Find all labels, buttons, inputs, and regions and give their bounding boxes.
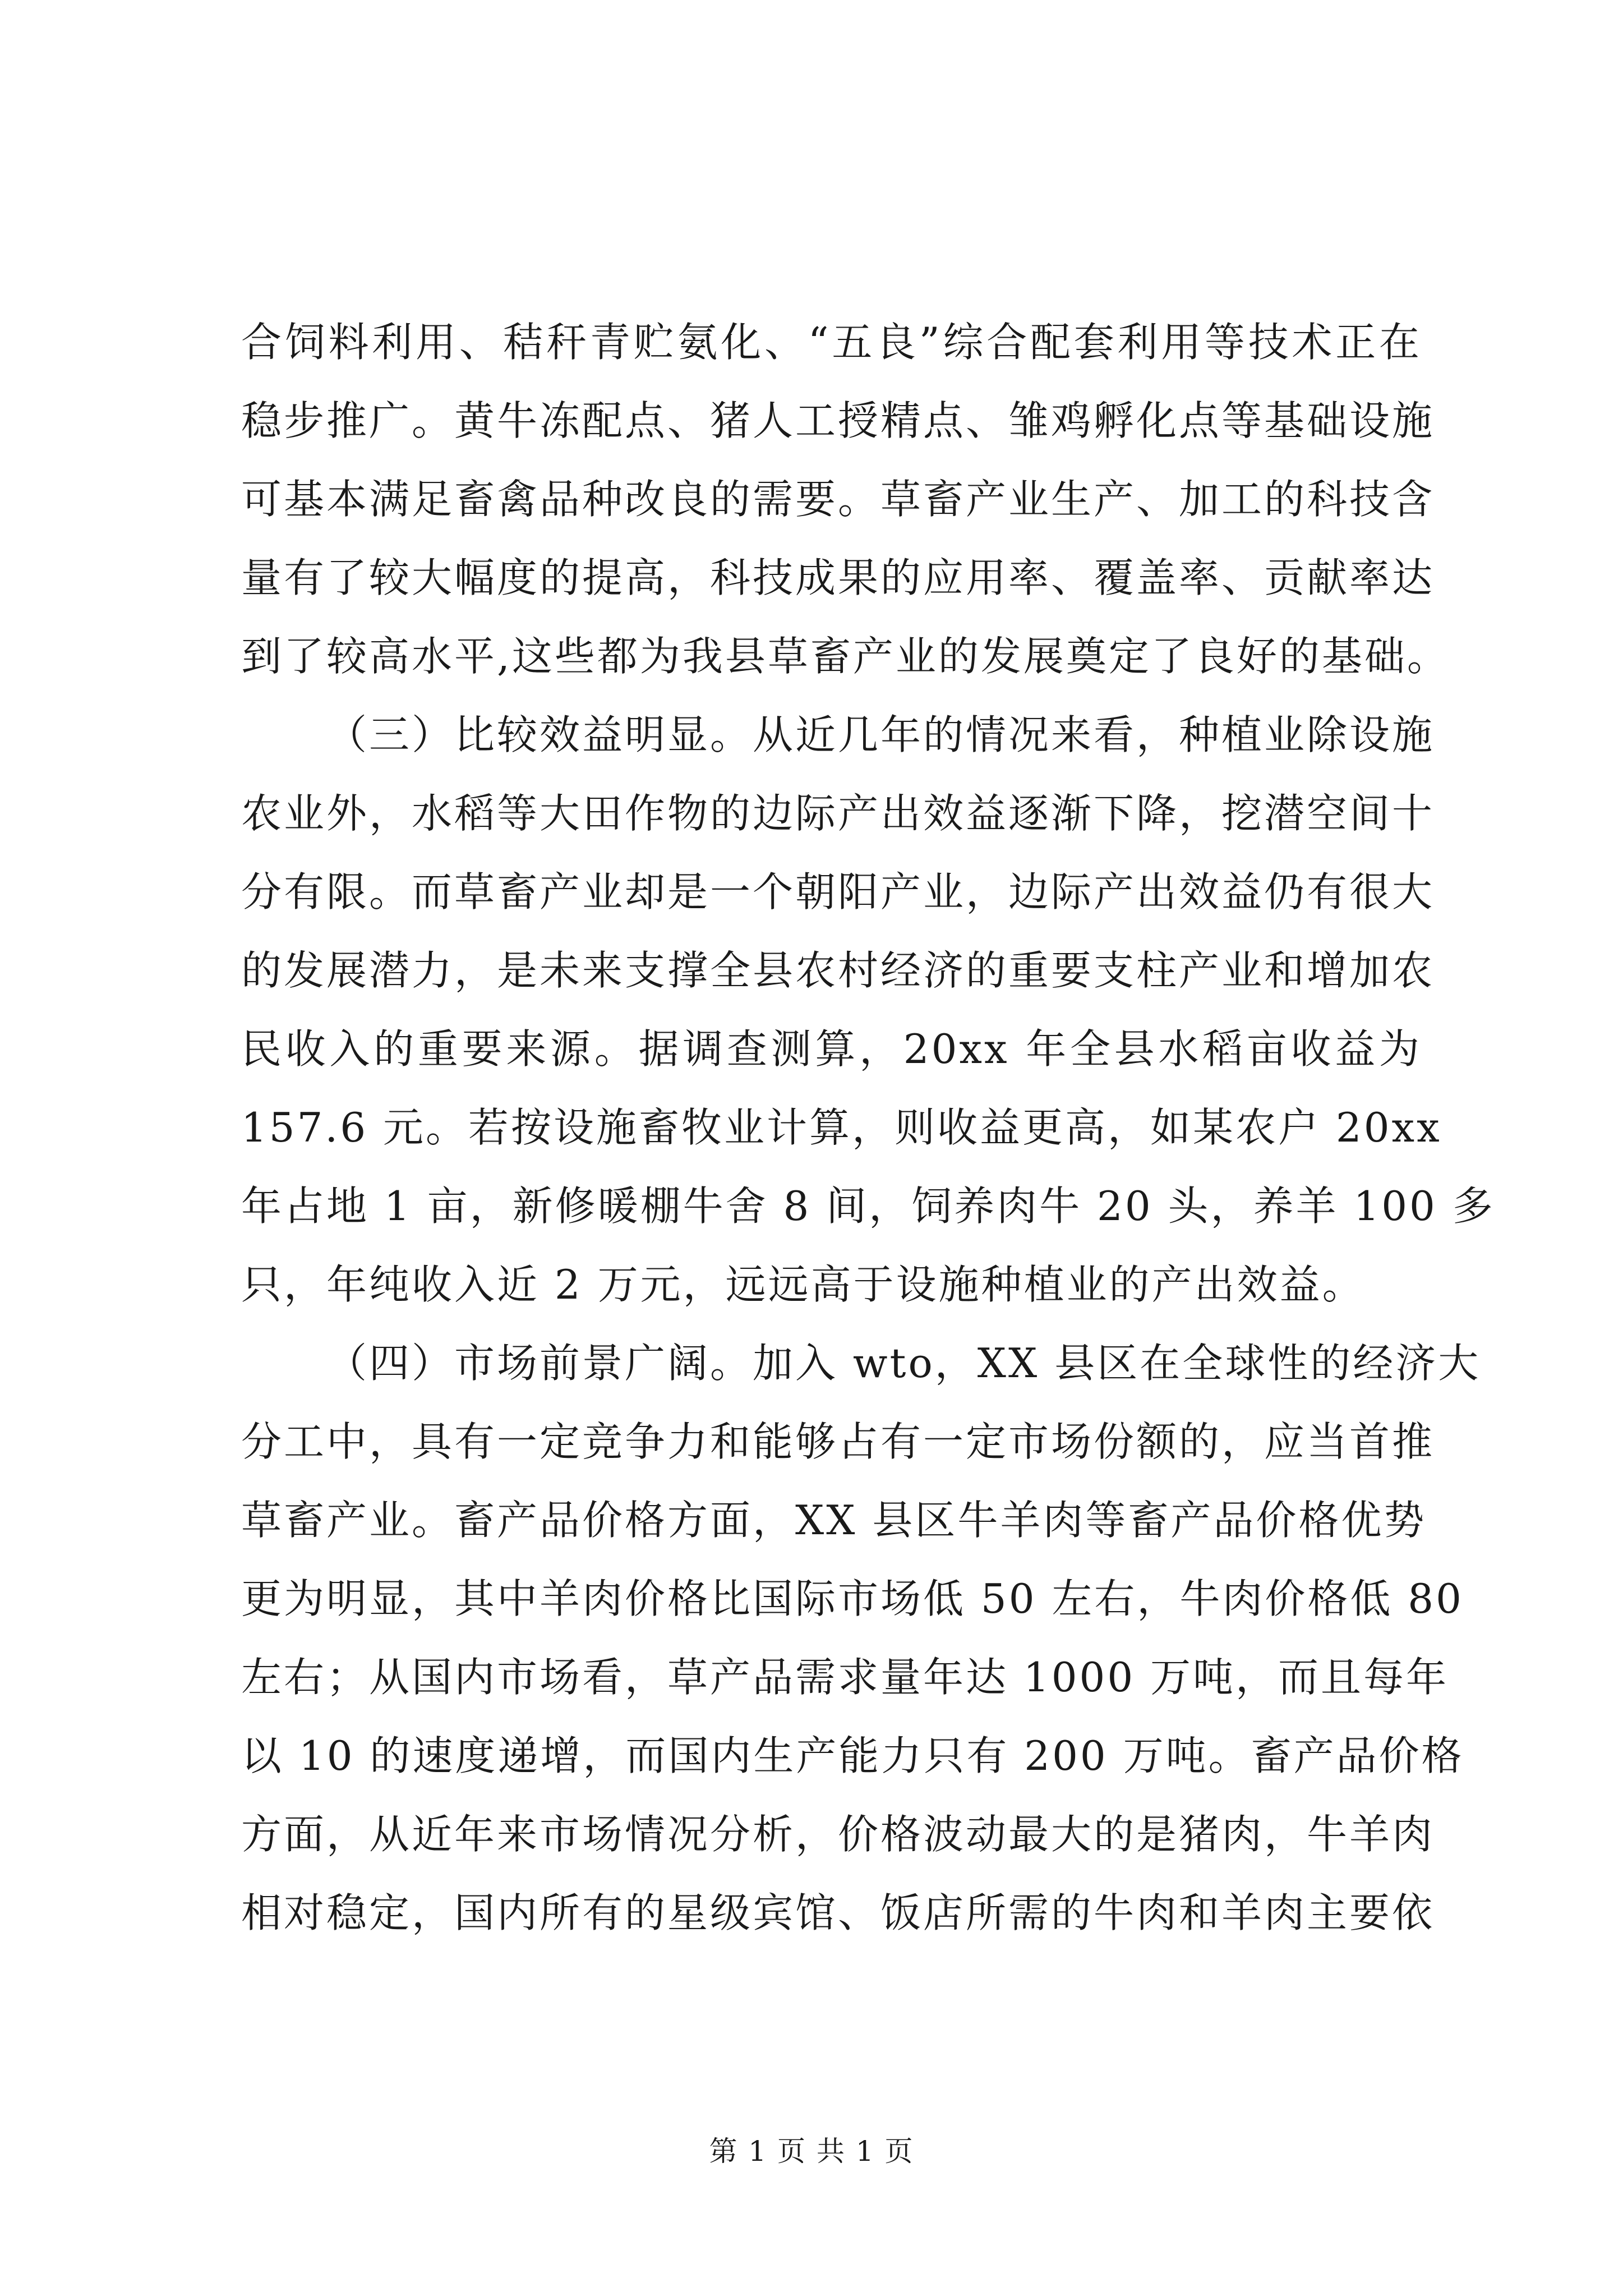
text-line: 量有了较大幅度的提高，科技成果的应用率、覆盖率、贡献率达 [241,554,1435,601]
text-line: 到了较高水平,这些都为我县草畜产业的发展奠定了良好的基础。 [241,633,1450,680]
text-line: 左右；从国内市场看，草产品需求量年达 1000 万吨，而且每年 [241,1654,1449,1701]
page-footer [0,2132,1623,2171]
text-line: 农业外，水稻等大田作物的边际产出效益逐渐下降，挖潜空间十 [241,790,1435,837]
paragraph-continued [241,303,1450,696]
text-line: 以 10 的速度递增，而国内生产能力只有 200 万吨。畜产品价格 [241,1732,1464,1779]
text-line: 合饲料利用、秸秆青贮氨化、“五良”综合配套利用等技术正在 [241,319,1422,366]
text-line: 分有限。而草畜产业却是一个朝阳产业，边际产出效益仍有很大 [241,868,1435,915]
text-line: 年占地 1 亩，新修暖棚牛舍 8 间，饲养肉牛 20 头，养羊 100 多 [241,1182,1495,1230]
text-line: 157.6 元。若按设施畜牧业计算，则收益更高，如某农户 20xx [241,1104,1442,1151]
paragraph-market-prospects [241,1324,1481,1952]
paragraph-heading-line: （三）比较效益明显。从近几年的情况来看，种植业除设施 [326,711,1435,758]
text-line: 分工中，具有一定竞争力和能够占有一定市场份额的，应当首推 [241,1418,1435,1465]
text-line: 更为明显，其中羊肉价格比国际市场低 50 左右，牛肉价格低 80 [241,1575,1464,1622]
text-line: 方面，从近年来市场情况分析，价格波动最大的是猪肉，牛羊肉 [241,1811,1435,1858]
document-body [241,303,1495,1952]
text-line: 草畜产业。畜产品价格方面，XX 县区牛羊肉等畜产品价格优势 [241,1497,1427,1544]
text-line: 只，年纯收入近 2 万元，远远高于设施种植业的产出效益。 [241,1261,1365,1308]
paragraph-heading-line: （四）市场前景广阔。加入 wto，XX 县区在全球性的经济大 [326,1340,1481,1387]
text-line: 的发展潜力，是未来支撑全县农村经济的重要支柱产业和增加农 [241,947,1435,994]
page-number: 第 1 页 共 1 页 [709,2135,914,2168]
text-line: 稳步推广。黄牛冻配点、猪人工授精点、雏鸡孵化点等基础设施 [241,397,1435,444]
text-line: 民收入的重要来源。据调查测算，20xx 年全县水稻亩收益为 [241,1025,1422,1073]
text-line: 相对稳定，国内所有的星级宾馆、饭店所需的牛肉和羊肉主要依 [241,1889,1435,1936]
text-line: 可基本满足畜禽品种改良的需要。草畜产业生产、加工的科技含 [241,476,1435,523]
paragraph-comparative-benefit [241,696,1495,1324]
